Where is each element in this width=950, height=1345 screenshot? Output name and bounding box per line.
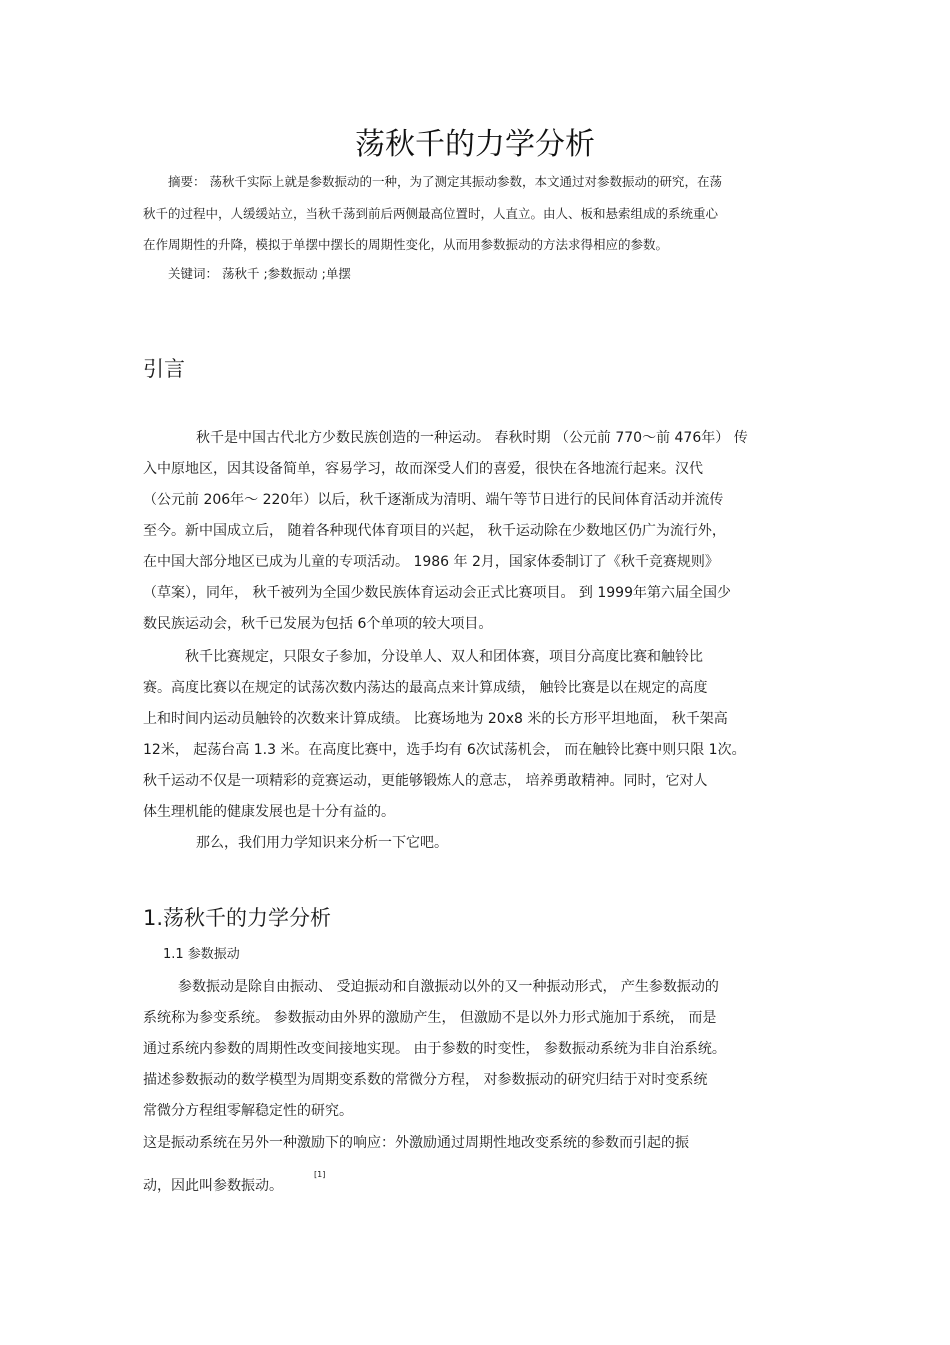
body-line: 参数振动是除自由振动、 受迫振动和自激振动以外的又一种振动形式， 产生参数振动的 (178, 979, 719, 995)
body-line: 秋千是中国古代北方少数民族创造的一种运动。 春秋时期 （公元前 770～前 476年） 传 (196, 430, 748, 446)
abstract-line: 摘要： 荡秋千实际上就是参数振动的一种，为了测定其振动参数，本文通过对参数振动的研究，在荡 (168, 174, 722, 189)
body-line: 秋千运动不仅是一项精彩的竞赛运动，更能够锻炼人的意志， 培养勇敢精神。同时，它对人 (143, 773, 708, 789)
body-line: 至今。新中国成立后， 随着各种现代体育项目的兴起， 秋千运动除在少数地区仍广为流行外， (143, 523, 726, 539)
subsection-heading-1-1: 1.1 参数振动 (163, 947, 240, 962)
body-line: 描述参数振动的数学模型为周期变系数的常微分方程， 对参数振动的研究归结于对时变系统 (143, 1072, 708, 1088)
body-line: 那么，我们用力学知识来分析一下它吧。 (196, 835, 448, 851)
body-line: （公元前 206年～ 220年）以后，秋千逐渐成为清明、端午等节日进行的民间体育活动并流传 (143, 492, 724, 508)
body-line: 12米， 起荡台高 1.3 米。在高度比赛中，选手均有 6次试荡机会， 而在触铃比赛中则只限 1次。 (143, 742, 746, 758)
body-line: 入中原地区，因其设备简单，容易学习，故而深受人们的喜爱，很快在各地流行起来。汉代 (143, 461, 703, 477)
body-line: 常微分方程组零解稳定性的研究。 (143, 1103, 353, 1119)
section-heading-1: 1.荡秋千的力学分析 (143, 906, 332, 930)
keywords: 关键词： 荡秋千 ;参数振动 ;单摆 (168, 266, 351, 281)
body-line: 上和时间内运动员触铃的次数来计算成绩。 比赛场地为 20x8 米的长方形平坦地面， 秋千架高 (143, 711, 728, 727)
body-line: 秋千比赛规定，只限女子参加，分设单人、双人和团体赛，项目分高度比赛和触铃比 (185, 649, 703, 665)
body-line: 动，因此叫参数振动。 (143, 1178, 283, 1194)
body-line: 体生理机能的健康发展也是十分有益的。 (143, 804, 395, 820)
body-line: 这是振动系统在另外一种激励下的响应：外激励通过周期性地改变系统的参数而引起的振 (143, 1135, 689, 1151)
section-heading-intro: 引言 (143, 357, 185, 381)
abstract-line: 在作周期性的升降，模拟于单摆中摆长的周期性变化，从而用参数振动的方法求得相应的参数。 (143, 237, 669, 252)
body-line: 通过系统内参数的周期性改变间接地实现。 由于参数的时变性， 参数振动系统为非自治系统。 (143, 1041, 726, 1057)
citation-ref: [1] (314, 1170, 326, 1179)
body-line: 赛。高度比赛以在规定的试荡次数内荡达的最高点来计算成绩， 触铃比赛是以在规定的高度 (143, 680, 708, 696)
body-line: 系统称为参变系统。 参数振动由外界的激励产生， 但激励不是以外力形式施加于系统， 而是 (143, 1010, 717, 1026)
body-line: 数民族运动会，秋千已发展为包括 6个单项的较大项目。 (143, 616, 493, 632)
body-line: （草案），同年， 秋千被列为全国少数民族体育运动会正式比赛项目。 到 1999年第六届全国少 (143, 585, 731, 601)
paper-title: 荡秋千的力学分析 (355, 127, 595, 162)
body-line: 在中国大部分地区已成为儿童的专项活动。 1986 年 2月，国家体委制订了《秋千竞赛规则》 (143, 554, 719, 570)
abstract-line: 秋千的过程中，人缓缓站立，当秋千荡到前后两侧最高位置时，人直立。由人、板和悬索组成的系统重心 (143, 206, 719, 221)
